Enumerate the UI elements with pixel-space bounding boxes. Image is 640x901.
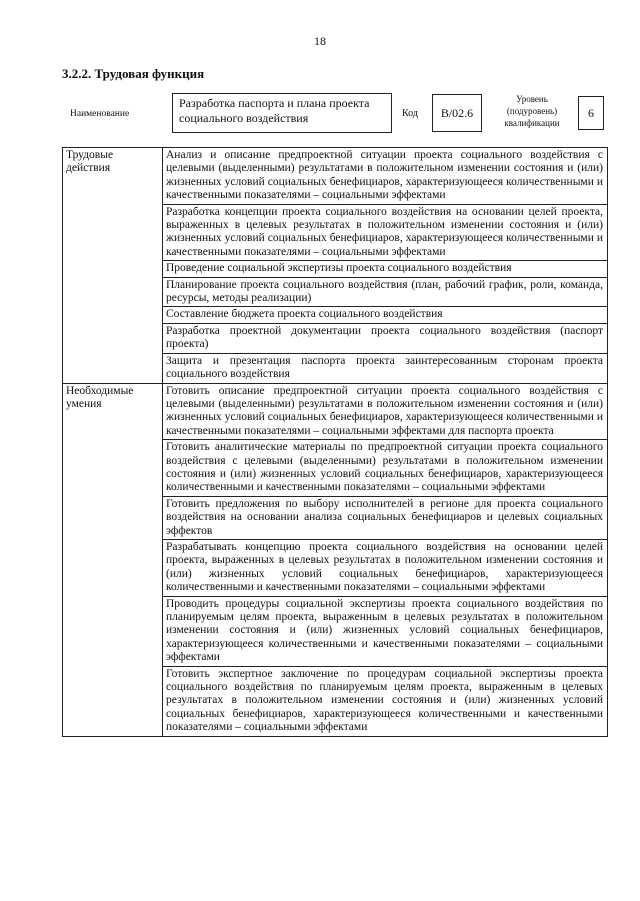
item-cell: Составление бюджета проекта социального воздействия [163, 307, 608, 323]
category-cell: Необходимые умения [63, 383, 163, 736]
table-row [63, 148, 608, 205]
page-number: 18 [314, 34, 326, 48]
category-cell: Трудовые действия [63, 148, 163, 384]
item-cell: Анализ и описание предпроектной ситуации проекта социального воздействия с целевыми (выделенными) результатами в положительном изменении состояния и (или) жизненных условий социальных бенефициаров, характеризующееся количественными и качественными показателями – социальными эффектами [163, 148, 608, 205]
name-label: Наименование [70, 109, 130, 119]
section-title: 3.2.2. Трудовая функция [62, 66, 205, 81]
level-label: Уровень (подуровень) квалификации [504, 94, 560, 128]
item-cell: Готовить экспертное заключение по процедурам социальной экспертизы проекта социального воздействия по планируемым целям проекта, выраженным в целевых результатах в положительном изменении состояния и (или) жизненных условий социальных бенефициаров, характеризующееся количественными и качественными показателями – социальными эффектами [163, 666, 608, 736]
item-cell: Проводить процедуры социальной экспертизы проекта социального воздействия по планируемым целям проекта, выраженным в целевых результатах в положительном изменении состояния и (или) жизненных условий социальных бенефициаров, характеризующееся количественными и качественными показателями – социальными эффектами [163, 596, 608, 666]
code-value: В/02.6 [432, 94, 482, 132]
table-row [63, 383, 608, 440]
item-cell: Разработка проектной документации проекта социального воздействия (паспорт проекта) [163, 323, 608, 353]
item-cell: Защита и презентация паспорта проекта заинтересованным сторонам проекта социального воздействия [163, 353, 608, 383]
item-cell: Готовить предложения по выбору исполнителей в регионе для проекта социального воздействия на основании анализа социальных бенефициаров и целевых социальных эффектов [163, 496, 608, 539]
item-cell: Готовить описание предпроектной ситуации проекта социального воздействия с целевыми (выделенными) результатами в положительном изменении состояния и (или) жизненных условий социальных бенефициаров, характеризующееся количественными и качественными показателями – социальными эффектами для паспорта проекта [163, 383, 608, 440]
code-label: Код [402, 108, 418, 119]
item-cell: Планирование проекта социального воздействия (план, рабочий график, роли, команда, ресурсы, методы реализации) [163, 277, 608, 307]
item-cell: Разрабатывать концепцию проекта социального воздействия на основании целей проекта, выраженных в целевых результатах в положительном изменении состояния и (или) жизненных условий социальных бенефициаров, характеризующееся количественными и качественными показателями – социальными эффектами [163, 539, 608, 596]
level-value: 6 [578, 96, 604, 130]
name-value: Разработка паспорта и плана проекта социального воздействия [172, 93, 392, 133]
function-table [62, 147, 608, 737]
item-cell: Разработка концепции проекта социального воздействия на основании целей проекта, выраженных в целевых результатах в положительном изменении состояния и (или) жизненных условий социальных бенефициаров, характеризующееся количественными и качественными показателями – социальными эффектами [163, 204, 608, 261]
item-cell: Проведение социальной экспертизы проекта социального воздействия [163, 261, 608, 277]
function-header [62, 92, 610, 136]
item-cell: Готовить аналитические материалы по предпроектной ситуации проекта социального воздействия с целевыми (выделенными) результатами в положительном изменении состояния и (или) жизненных условий социальных бенефициаров, характеризующееся количественными и качественными показателями – социальными эффектами [163, 440, 608, 497]
